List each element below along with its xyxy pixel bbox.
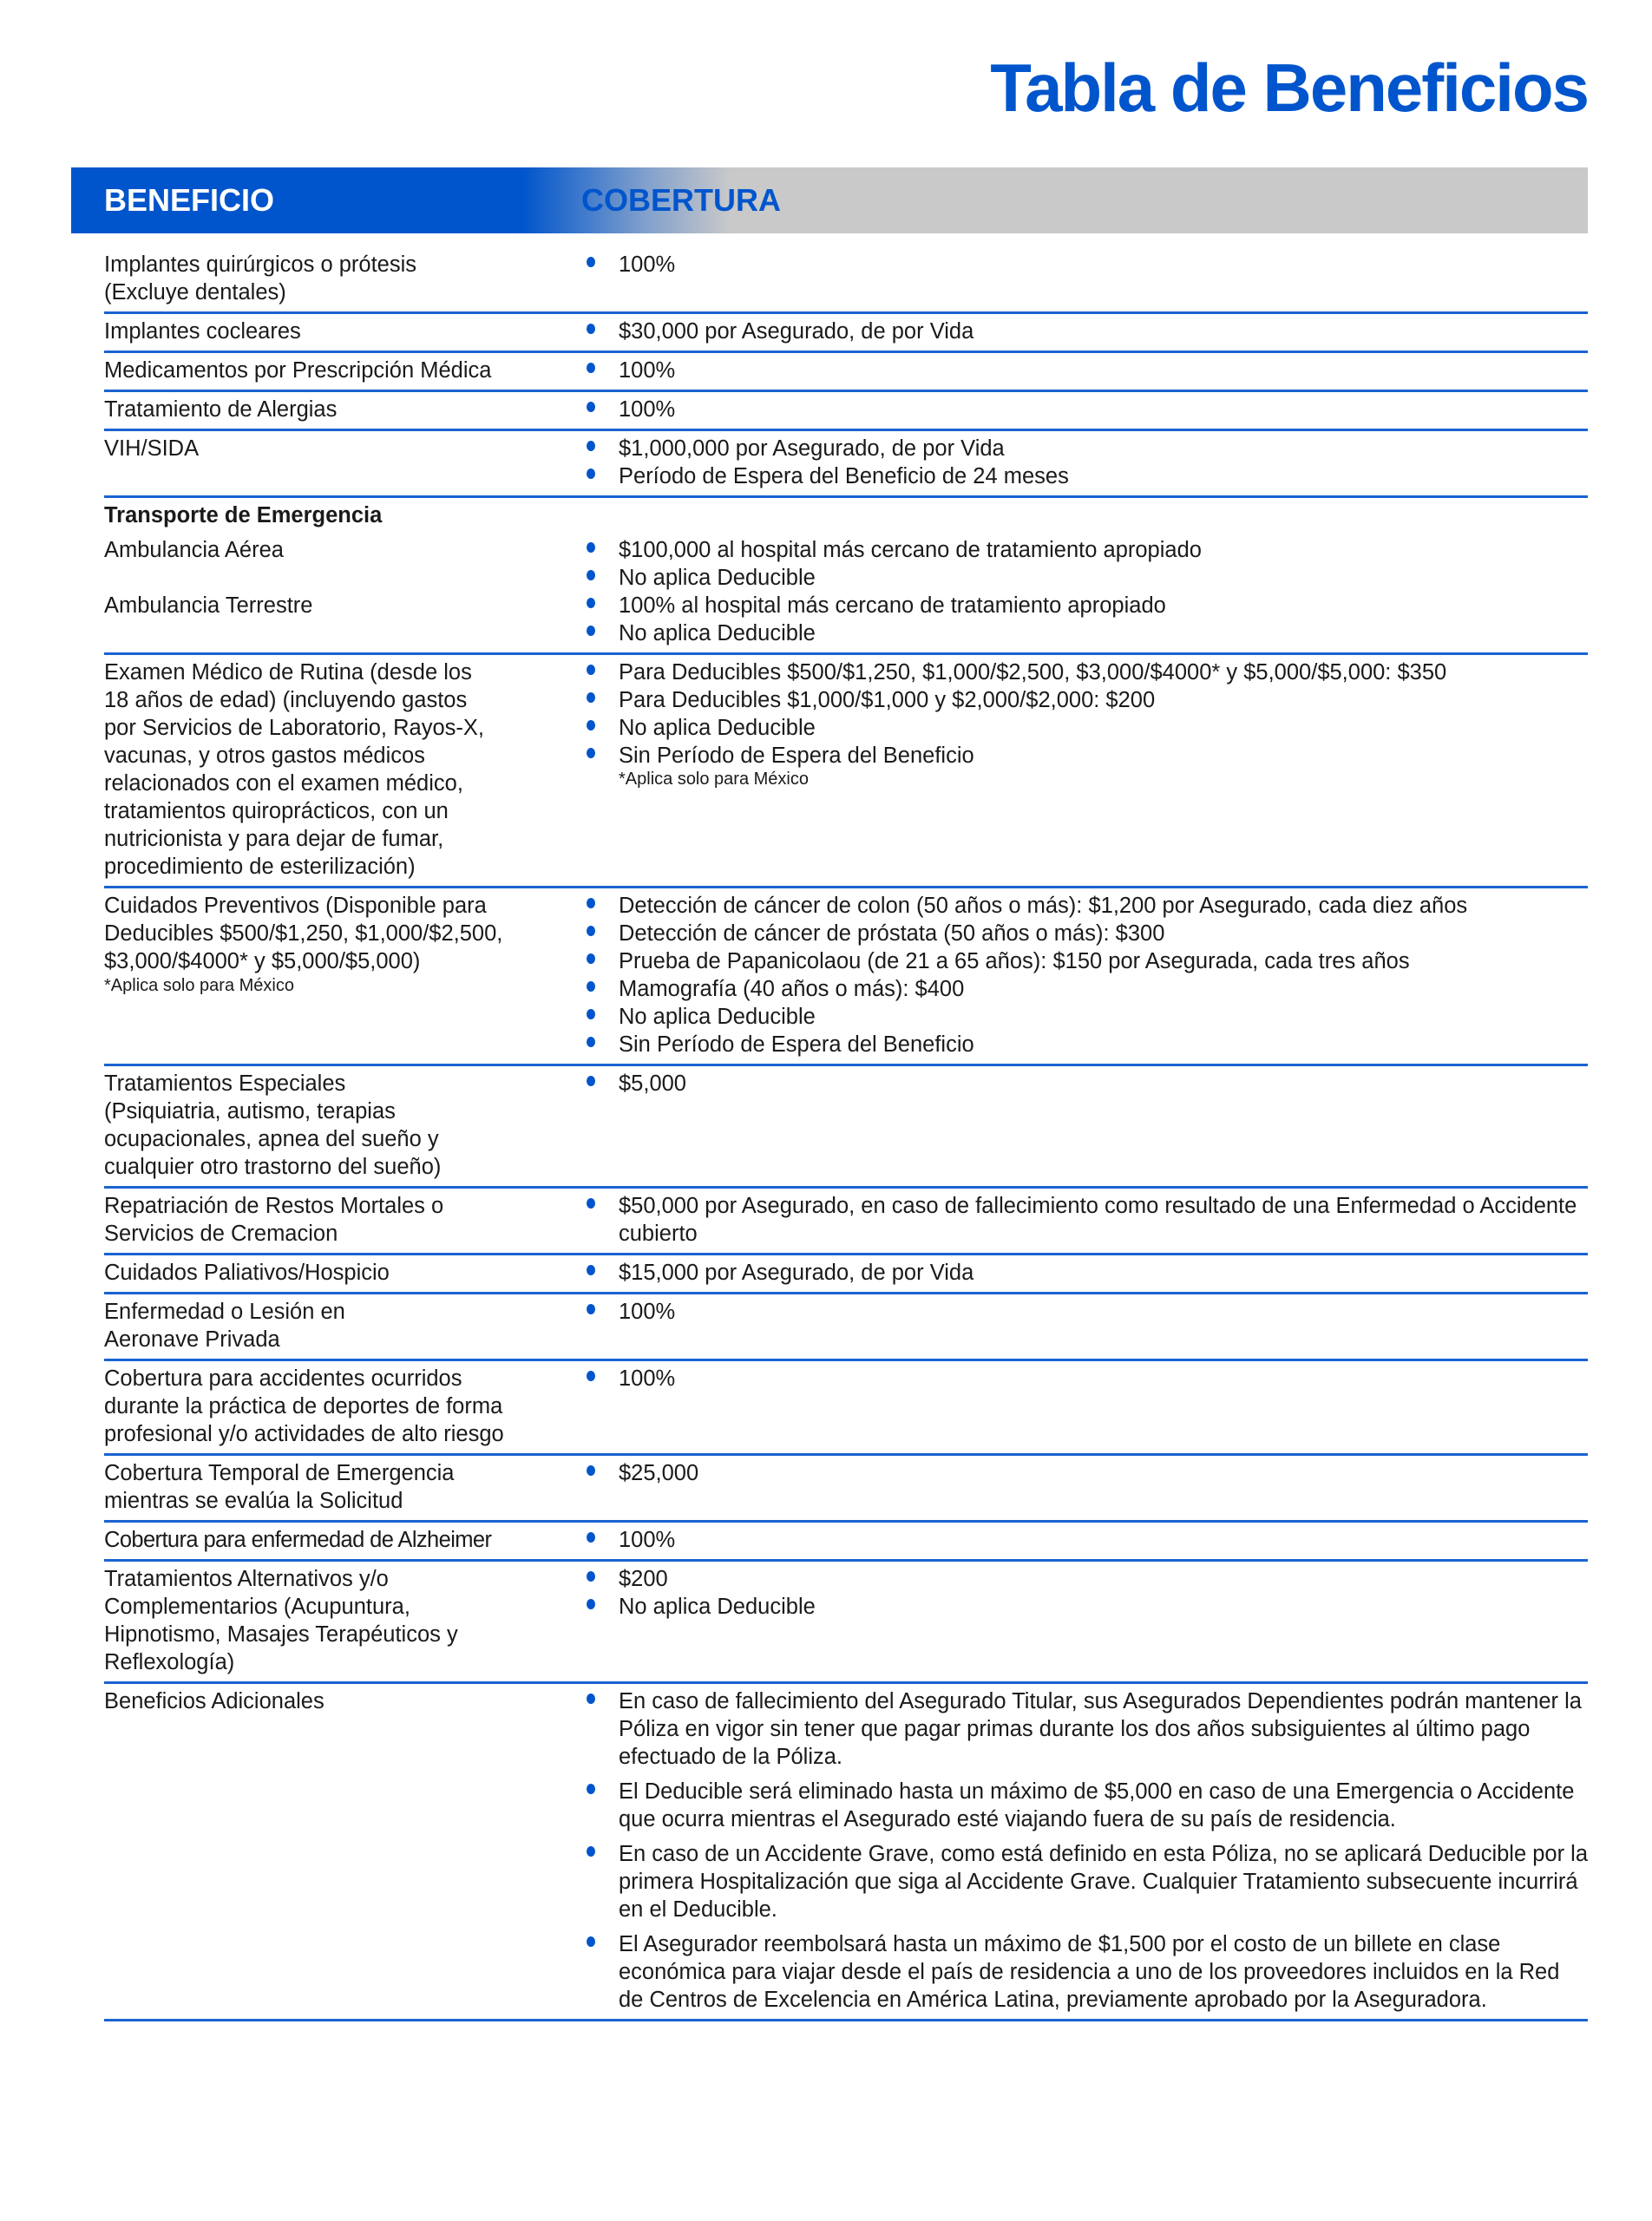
benefit-text: mientras se evalúa la Solicitud — [104, 1489, 403, 1513]
bullet-dot-icon — [587, 1571, 595, 1582]
bullet-dot-icon — [587, 363, 595, 373]
benefit-text: Examen Médico de Rutina (desde los — [104, 660, 472, 685]
coverage-item — [587, 435, 1588, 462]
coverage-cell — [587, 658, 1588, 881]
benefit-text: Tratamientos Especiales — [104, 1071, 346, 1096]
coverage-item — [587, 564, 1588, 592]
benefit-text: cualquier otro trastorno del sueño) — [104, 1155, 442, 1179]
benefit-cell — [104, 658, 587, 881]
table-header — [71, 167, 1588, 233]
benefit-text: por Servicios de Laboratorio, Rayos-X, — [104, 716, 484, 740]
benefit-text: relacionados con el examen médico, — [104, 771, 463, 796]
coverage-item — [587, 1259, 1588, 1287]
benefit-text: Servicios de Cremacion — [104, 1222, 338, 1246]
benefit-cell — [104, 1298, 587, 1353]
column-header-benefit: BENEFICIO — [104, 182, 275, 218]
table-row — [104, 1562, 1588, 1684]
table-row — [104, 431, 1588, 498]
coverage-text: 100% al hospital más cercano de tratamiento apropiado — [619, 593, 1166, 618]
table-row — [104, 1523, 1588, 1562]
benefit-text: ocupacionales, apnea del sueño y — [104, 1127, 439, 1151]
bullet-dot-icon — [587, 898, 595, 908]
coverage-item — [587, 592, 1588, 619]
benefit-text: Cuidados Preventivos (Disponible para — [104, 894, 487, 918]
coverage-item — [587, 975, 1588, 1003]
benefit-text: Cobertura para accidentes ocurridos — [104, 1366, 462, 1391]
benefit-cell — [104, 1526, 587, 1554]
coverage-cell — [587, 892, 1588, 1058]
column-header-coverage: COBERTURA — [581, 182, 781, 218]
bullet-dot-icon — [587, 324, 595, 334]
coverage-item — [587, 686, 1588, 714]
coverage-item — [587, 947, 1588, 975]
coverage-text: No aplica Deducible — [619, 1595, 816, 1619]
coverage-item — [587, 1298, 1588, 1326]
coverage-cell — [587, 1259, 1588, 1287]
bullet-dot-icon — [587, 626, 595, 636]
benefit-text: Repatriación de Restos Mortales o — [104, 1194, 444, 1218]
coverage-cell — [587, 251, 1588, 306]
coverage-text: El Deducible será eliminado hasta un máximo de $5,000 en caso de una Emergencia o Accidente que ocurra mientras el Asegurado esté viajando fuera de su país de residencia. — [619, 1779, 1575, 1831]
bullet-dot-icon — [587, 953, 595, 964]
bullet-dot-icon — [587, 1265, 595, 1275]
benefit-cell — [104, 1070, 587, 1181]
coverage-cell — [587, 318, 1588, 345]
coverage-item — [587, 1031, 1588, 1058]
table-row — [104, 1456, 1588, 1523]
benefit-cell — [104, 892, 587, 1058]
bullet-dot-icon — [587, 926, 595, 936]
bullet-dot-icon — [587, 1936, 595, 1947]
coverage-text: No aplica Deducible — [619, 621, 816, 645]
coverage-text: El Asegurador reembolsará hasta un máximo de $1,500 por el costo de un billete en clase económica para viajar desde el país de residencia a uno de los proveedores incluidos en la Red de Centros de Excelencia en América Latina, previamente aprobado por la Aseguradora. — [619, 1932, 1560, 2012]
coverage-cell — [587, 357, 1588, 384]
bullet-dot-icon — [587, 570, 595, 580]
coverage-item — [587, 1365, 1588, 1392]
footnote: *Aplica solo para México — [619, 770, 809, 789]
coverage-item — [587, 619, 1588, 647]
coverage-item — [587, 1687, 1588, 1771]
coverage-item — [587, 892, 1588, 920]
benefit-text: Deducibles $500/$1,250, $1,000/$2,500, — [104, 921, 503, 946]
benefit-text: Enfermedad o Lesión en — [104, 1300, 345, 1324]
section-title: Transporte de Emergencia — [104, 503, 383, 527]
benefit-text: Beneficios Adicionales — [104, 1689, 324, 1713]
coverage-cell — [587, 435, 1588, 490]
benefit-text: VIH/SIDA — [104, 436, 200, 461]
bullet-dot-icon — [587, 981, 595, 992]
bullet-dot-icon — [587, 1198, 595, 1209]
bullet-dot-icon — [587, 1784, 595, 1794]
coverage-cell — [587, 1526, 1588, 1554]
benefit-cell — [104, 1192, 587, 1248]
coverage-text: $1,000,000 por Asegurado, de por Vida — [619, 436, 1005, 461]
coverage-text: Sin Período de Espera del Beneficio — [619, 744, 974, 768]
coverage-item — [587, 396, 1588, 423]
table-row — [104, 1066, 1588, 1189]
benefit-text: Cobertura Temporal de Emergencia — [104, 1461, 455, 1485]
coverage-cell — [587, 1298, 1588, 1353]
bullet-dot-icon — [587, 1304, 595, 1314]
benefit-text: durante la práctica de deportes de forma — [104, 1394, 503, 1418]
coverage-item — [587, 1593, 1588, 1621]
coverage-text: No aplica Deducible — [619, 566, 816, 590]
benefit-text-air-ambulance: Ambulancia Aérea — [104, 538, 284, 562]
coverage-cell — [587, 536, 1588, 647]
coverage-item — [587, 1778, 1588, 1833]
bullet-dot-icon — [587, 441, 595, 451]
benefit-cell — [104, 1565, 587, 1676]
bullet-dot-icon — [587, 468, 595, 479]
benefit-cell — [104, 318, 587, 345]
coverage-text: En caso de fallecimiento del Asegurado Titular, sus Asegurados Dependientes podrán mantener la Póliza en vigor sin tener que pagar primas durante los dos años subsiguientes al último pago efectuado de la Póliza. — [619, 1689, 1582, 1769]
coverage-item — [587, 714, 1588, 742]
coverage-cell — [587, 1687, 1588, 2014]
benefit-text: 18 años de edad) (incluyendo gastos — [104, 688, 468, 712]
benefit-cell — [104, 1365, 587, 1448]
coverage-item — [587, 1070, 1588, 1097]
benefit-text: Complementarios (Acupuntura, — [104, 1595, 410, 1619]
bullet-dot-icon — [587, 1694, 595, 1704]
coverage-text: No aplica Deducible — [619, 716, 816, 740]
benefit-text: profesional y/o actividades de alto riesgo — [104, 1422, 504, 1446]
benefit-text: procedimiento de esterilización) — [104, 855, 416, 879]
coverage-text: En caso de un Accidente Grave, como está definido en esta Póliza, no se aplicará Deducible por la primera Hospitalización que siga al Accidente Grave. Cualquier Tratamiento subsecuente incurrirá en el Deducible. — [619, 1842, 1589, 1922]
coverage-item — [587, 1526, 1588, 1554]
coverage-text: $5,000 — [619, 1071, 686, 1096]
bullet-dot-icon — [587, 402, 595, 412]
bullet-dot-icon — [587, 1532, 595, 1543]
page-title: Tabla de Beneficios — [990, 49, 1588, 126]
coverage-text: $25,000 — [619, 1461, 699, 1485]
benefit-text: Tratamiento de Alergias — [104, 397, 338, 422]
coverage-text: Para Deducibles $500/$1,250, $1,000/$2,500, $3,000/$4000* y $5,000/$5,000: $350 — [619, 660, 1447, 685]
coverage-text: 100% — [619, 1528, 676, 1552]
benefit-text: Reflexología) — [104, 1650, 235, 1674]
table-row-preventive — [104, 888, 1588, 1066]
coverage-item — [587, 462, 1588, 490]
bullet-dot-icon — [587, 1846, 595, 1857]
table-row — [104, 353, 1588, 392]
coverage-cell — [587, 1192, 1588, 1248]
table-row — [104, 392, 1588, 431]
coverage-item — [587, 1840, 1588, 1923]
coverage-item — [587, 920, 1588, 947]
coverage-text: 100% — [619, 1366, 676, 1391]
bullet-dot-icon — [587, 1465, 595, 1476]
benefit-text: Implantes quirúrgicos o prótesis — [104, 252, 417, 277]
bullet-dot-icon — [587, 665, 595, 675]
table-row — [104, 314, 1588, 353]
table-row-routine-exam — [104, 655, 1588, 888]
benefit-text: (Excluye dentales) — [104, 280, 286, 305]
table-row — [104, 247, 1588, 314]
benefit-cell — [104, 1459, 587, 1515]
section-row-emergency-transport — [104, 498, 1588, 533]
benefit-text: nutricionista y para dejar de fumar, — [104, 827, 444, 851]
coverage-item — [587, 1192, 1588, 1248]
table-row-additional-benefits — [104, 1684, 1588, 2021]
benefit-text: Cobertura para enfermedad de Alzheimer — [104, 1528, 492, 1552]
table-row-ambulances — [104, 533, 1588, 655]
benefit-text: tratamientos quiroprácticos, con un — [104, 799, 449, 823]
bullet-dot-icon — [587, 598, 595, 608]
coverage-text: 100% — [619, 252, 676, 277]
bullet-dot-icon — [587, 1037, 595, 1047]
coverage-text: Para Deducibles $1,000/$1,000 y $2,000/$2,000: $200 — [619, 688, 1156, 712]
coverage-text: 100% — [619, 1300, 676, 1324]
coverage-text: 100% — [619, 397, 676, 422]
coverage-cell — [587, 1459, 1588, 1515]
coverage-text: Mamografía (40 años o más): $400 — [619, 977, 965, 1001]
bullet-dot-icon — [587, 1371, 595, 1381]
benefit-text: Hipnotismo, Masajes Terapéuticos y — [104, 1622, 458, 1647]
table-row — [104, 1294, 1588, 1361]
benefits-table — [104, 247, 1588, 2021]
benefit-cell — [104, 1259, 587, 1287]
footnote: *Aplica solo para México — [104, 976, 294, 995]
coverage-text: $200 — [619, 1567, 668, 1591]
benefit-cell — [104, 1687, 587, 2014]
benefit-text: Medicamentos por Prescripción Médica — [104, 358, 492, 383]
coverage-cell — [587, 1070, 1588, 1181]
bullet-dot-icon — [587, 1076, 595, 1086]
bullet-dot-icon — [587, 257, 595, 267]
coverage-text: 100% — [619, 358, 676, 383]
coverage-text: No aplica Deducible — [619, 1005, 816, 1029]
table-row — [104, 1255, 1588, 1294]
benefit-cell — [104, 536, 587, 647]
coverage-item — [587, 1459, 1588, 1487]
bullet-dot-icon — [587, 692, 595, 703]
coverage-text: Período de Espera del Beneficio de 24 meses — [619, 464, 1069, 488]
benefit-cell — [104, 396, 587, 423]
coverage-item — [587, 251, 1588, 278]
coverage-item — [587, 658, 1588, 686]
benefit-text: Tratamientos Alternativos y/o — [104, 1567, 389, 1591]
benefit-cell — [104, 251, 587, 306]
coverage-text: Sin Período de Espera del Beneficio — [619, 1032, 974, 1057]
bullet-dot-icon — [587, 1009, 595, 1019]
coverage-text: $30,000 por Asegurado, de por Vida — [619, 319, 974, 344]
benefit-cell — [104, 435, 587, 490]
coverage-item — [587, 1003, 1588, 1031]
benefit-text: Implantes cocleares — [104, 319, 301, 344]
benefit-cell — [104, 357, 587, 384]
coverage-cell — [587, 1365, 1588, 1448]
coverage-text: $15,000 por Asegurado, de por Vida — [619, 1261, 974, 1285]
coverage-cell — [587, 396, 1588, 423]
coverage-item — [587, 1565, 1588, 1593]
table-row — [104, 1361, 1588, 1456]
bullet-dot-icon — [587, 1599, 595, 1609]
benefit-text: vacunas, y otros gastos médicos — [104, 744, 425, 768]
benefit-text: $3,000/$4000* y $5,000/$5,000) — [104, 949, 421, 973]
coverage-text: Detección de cáncer de próstata (50 años o más): $300 — [619, 921, 1165, 946]
coverage-text: $50,000 por Asegurado, en caso de fallecimiento como resultado de una Enfermedad o Accidente cubierto — [619, 1194, 1577, 1246]
benefit-text: Aeronave Privada — [104, 1327, 280, 1352]
bullet-dot-icon — [587, 748, 595, 758]
benefit-text-ground-ambulance: Ambulancia Terrestre — [104, 593, 313, 618]
coverage-item — [587, 1930, 1588, 2014]
coverage-text: $100,000 al hospital más cercano de tratamiento apropiado — [619, 538, 1202, 562]
bullet-dot-icon — [587, 720, 595, 731]
benefit-text: (Psiquiatria, autismo, terapias — [104, 1099, 396, 1124]
coverage-text: Prueba de Papanicolaou (de 21 a 65 años): $150 por Asegurada, cada tres años — [619, 949, 1410, 973]
table-row — [104, 1189, 1588, 1255]
bullet-dot-icon — [587, 542, 595, 553]
coverage-item — [587, 742, 1588, 770]
coverage-item — [587, 357, 1588, 384]
coverage-item — [587, 318, 1588, 345]
coverage-item — [587, 536, 1588, 564]
benefit-text: Cuidados Paliativos/Hospicio — [104, 1261, 390, 1285]
coverage-cell — [587, 1565, 1588, 1676]
coverage-text: Detección de cáncer de colon (50 años o más): $1,200 por Asegurado, cada diez años — [619, 894, 1468, 918]
